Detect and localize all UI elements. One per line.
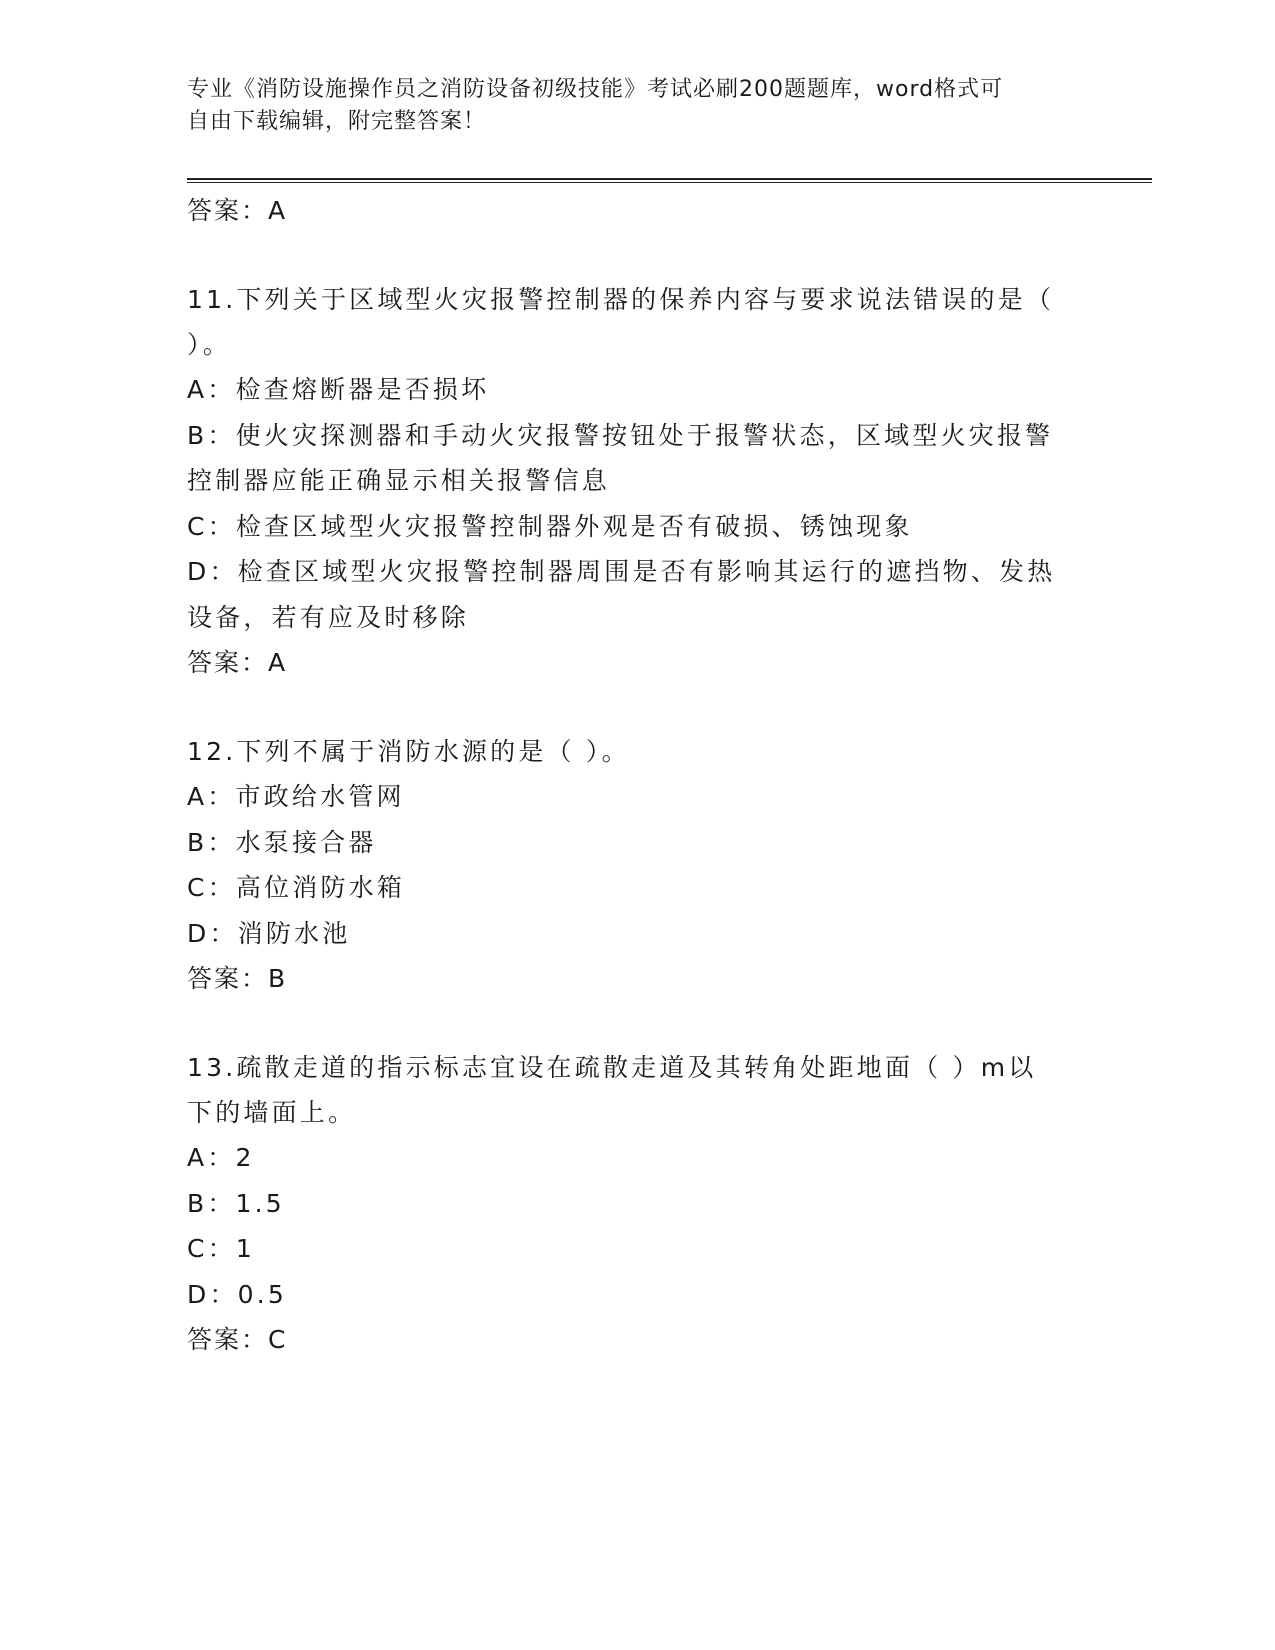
option-c: C：1: [187, 1234, 255, 1263]
answer-line: [187, 1317, 1087, 1363]
answer-value: B: [268, 964, 287, 993]
answer-value: A: [268, 196, 287, 225]
question-stem: 11.下列关于区域型火灾报警控制器的保养内容与要求说法错误的是（: [187, 285, 1055, 314]
question-12: [187, 729, 1087, 1002]
question-11: [187, 277, 1087, 686]
option-c: C：检查区域型火灾报警控制器外观是否有破损、锈蚀现象: [187, 511, 913, 541]
answer-label: 答案：: [187, 648, 269, 677]
option-a: A：市政给水管网: [187, 782, 405, 811]
question-stem-continued: ）。: [187, 330, 231, 359]
answer-value: C: [268, 1325, 287, 1354]
option-a: A：2: [187, 1143, 255, 1172]
option-b-continued: 控制器应能正确显示相关报警信息: [187, 466, 611, 495]
answer-label: 答案：: [187, 196, 269, 225]
option-d: D：消防水池: [187, 918, 351, 948]
answer-line: [187, 640, 1087, 686]
option-d: D：0.5: [187, 1279, 288, 1309]
document-body: [187, 188, 1087, 1363]
header-divider: [187, 178, 1152, 183]
answer-line: [187, 188, 1087, 234]
option-a: A：检查熔断器是否损坏: [187, 375, 490, 404]
option-d-continued: 设备，若有应及时移除: [187, 602, 470, 632]
header-line-1: 专业《消防设施操作员之消防设备初级技能》考试必刷200题题库，word格式可: [187, 77, 1004, 102]
option-b: B：1.5: [187, 1188, 285, 1218]
question-stem: 13.疏散走道的指示标志宜设在疏散走道及其转角处距地面（ ）m以: [187, 1053, 1037, 1082]
option-c: C：高位消防水箱: [187, 873, 406, 902]
answer-label: 答案：: [187, 964, 269, 993]
question-13: [187, 1045, 1087, 1363]
answer-line: [187, 956, 1087, 1002]
header-line-2: 自由下载编辑，附完整答案！: [187, 109, 487, 134]
option-b: B：水泵接合器: [187, 827, 377, 857]
document-header: [187, 74, 1067, 138]
answer-value: A: [268, 648, 287, 677]
option-b: B：使火灾探测器和手动火灾报警按钮处于报警状态，区域型火灾报警: [187, 420, 1054, 450]
question-stem-continued: 下的墙面上。: [187, 1098, 357, 1127]
question-stem: 12.下列不属于消防水源的是（ ）。: [187, 737, 630, 766]
option-d: D：检查区域型火灾报警控制器周围是否有影响其运行的遮挡物、发热: [187, 557, 1056, 586]
answer-label: 答案：: [187, 1325, 269, 1354]
